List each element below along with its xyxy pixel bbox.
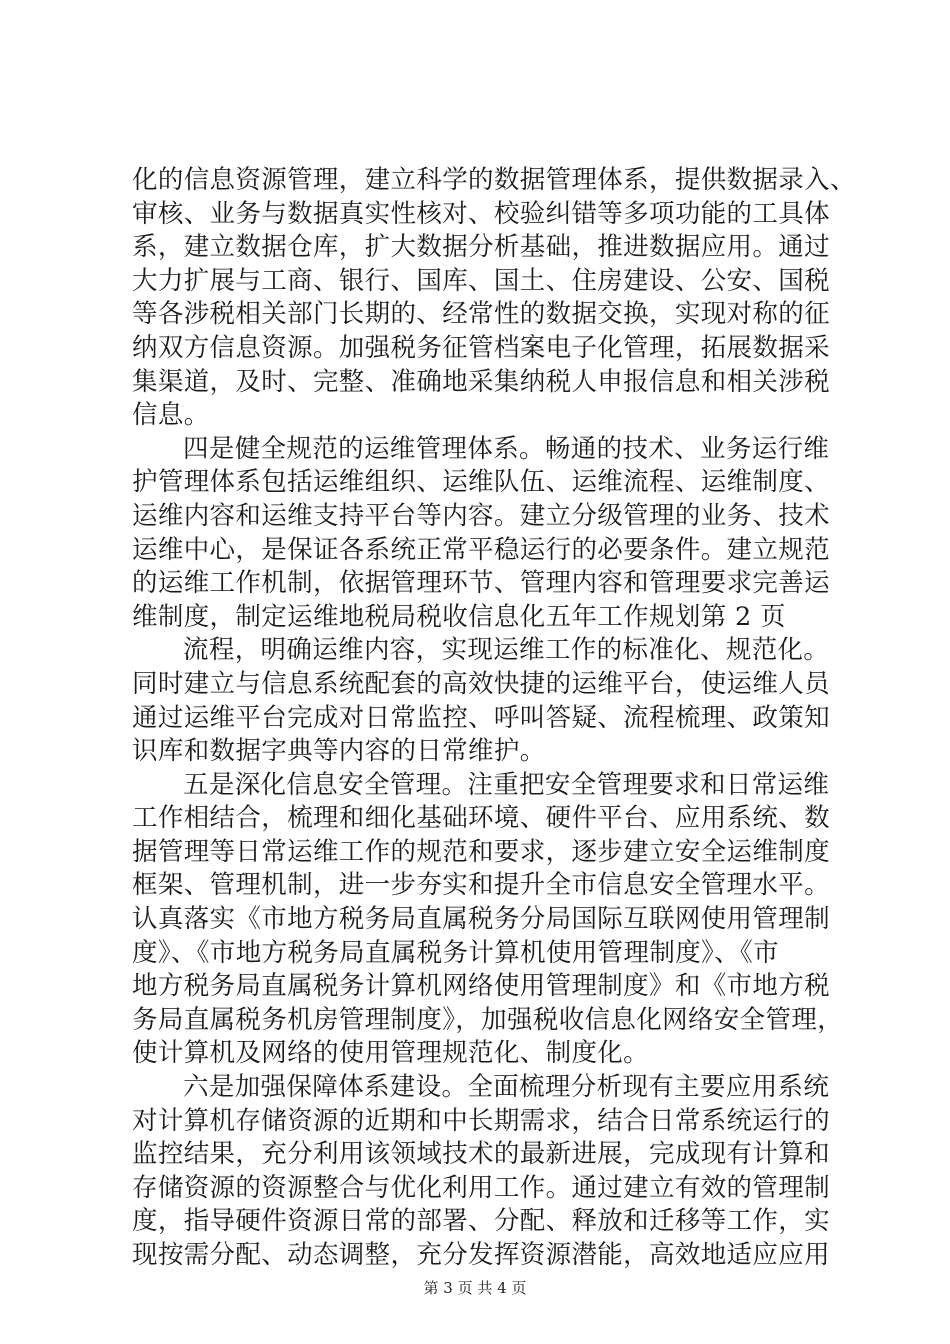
text-line: 监控结果，充分利用该领域技术的最新进展，完成现有计算和 bbox=[132, 1139, 830, 1170]
paragraph-first-line: 六是加强保障体系建设。全面梳理分析现有主要应用系统 bbox=[183, 1072, 830, 1103]
text-line: 化的信息资源管理，建立科学的数据管理体系，提供数据录入、 bbox=[132, 165, 856, 195]
text-line: 务局直属税务机房管理制度》，加强税收信息化网络安全管理， bbox=[132, 1004, 844, 1035]
text-line: 纳双方信息资源。加强税务征管档案电子化管理，拓展数据采 bbox=[132, 332, 830, 363]
text-line: 审核、业务与数据真实性核对、校验纠错等多项功能的工具体 bbox=[132, 198, 830, 229]
text-line: 护管理体系包括运维组织、运维队伍、运维流程、运维制度、 bbox=[132, 467, 830, 498]
document-body bbox=[132, 164, 856, 1273]
paragraph-first-line: 四是健全规范的运维管理体系。畅通的技术、业务运行维 bbox=[183, 433, 830, 464]
text-line: 使计算机及网络的使用管理规范化、制度化。 bbox=[132, 1038, 650, 1069]
text-line: 系，建立数据仓库，扩大数据分析基础，推进数据应用。通过 bbox=[132, 232, 830, 263]
text-line: 的运维工作机制，依据管理环节、管理内容和管理要求完善运 bbox=[132, 568, 830, 599]
text-line: 同时建立与信息系统配套的高效快捷的运维平台，使运维人员 bbox=[132, 668, 830, 699]
text-line: 运维内容和运维支持平台等内容。建立分级管理的业务、技术 bbox=[132, 500, 830, 531]
text-line: 对计算机存储资源的近期和中长期需求，结合日常系统运行的 bbox=[132, 1105, 830, 1136]
page-number-footer: 第 3 页 共 4 页 bbox=[423, 1279, 527, 1297]
text-line: 据管理等日常运维工作的规范和要求，逐步建立安全运维制度 bbox=[132, 836, 830, 867]
text-line: 维制度，制定运维地税局税收信息化五年工作规划第 2 页 bbox=[132, 601, 786, 632]
paragraph-first-line: 五是深化信息安全管理。注重把安全管理要求和日常运维 bbox=[183, 769, 830, 800]
text-line: 通过运维平台完成对日常监控、呼叫答疑、流程梳理、政策知 bbox=[132, 702, 830, 733]
text-line: 运维中心，是保证各系统正常平稳运行的必要条件。建立规范 bbox=[132, 534, 830, 565]
text-line: 度》、《市地方税务局直属税务计算机使用管理制度》、《市 bbox=[132, 937, 779, 968]
text-line: 存储资源的资源整合与优化利用工作。通过建立有效的管理制 bbox=[132, 1172, 830, 1203]
paragraph-first-line: 流程，明确运维内容，实现运维工作的标准化、规范化。 bbox=[183, 635, 830, 666]
text-line: 框架、管理机制，进一步夯实和提升全市信息安全管理水平。 bbox=[132, 870, 830, 901]
text-line: 认真落实《市地方税务局直属税务分局国际互联网使用管理制 bbox=[132, 904, 830, 935]
text-line: 度，指导硬件资源日常的部署、分配、释放和迁移等工作，实 bbox=[132, 1206, 830, 1237]
text-line: 集渠道，及时、完整、准确地采集纳税人申报信息和相关涉税 bbox=[132, 366, 830, 397]
text-line: 地方税务局直属税务计算机网络使用管理制度》和《市地方税 bbox=[132, 971, 830, 1002]
text-line: 工作相结合，梳理和细化基础环境、硬件平台、应用系统、数 bbox=[132, 803, 830, 834]
text-line: 识库和数据字典等内容的日常维护。 bbox=[132, 736, 546, 767]
text-line: 现按需分配、动态调整，充分发挥资源潜能，高效地适应应用 bbox=[132, 1240, 830, 1270]
text-line: 信息。 bbox=[132, 400, 210, 431]
text-line: 等各涉税相关部门长期的、经常性的数据交换，实现对称的征 bbox=[132, 299, 830, 330]
text-line: 大力扩展与工商、银行、国库、国土、住房建设、公安、国税 bbox=[132, 265, 830, 296]
